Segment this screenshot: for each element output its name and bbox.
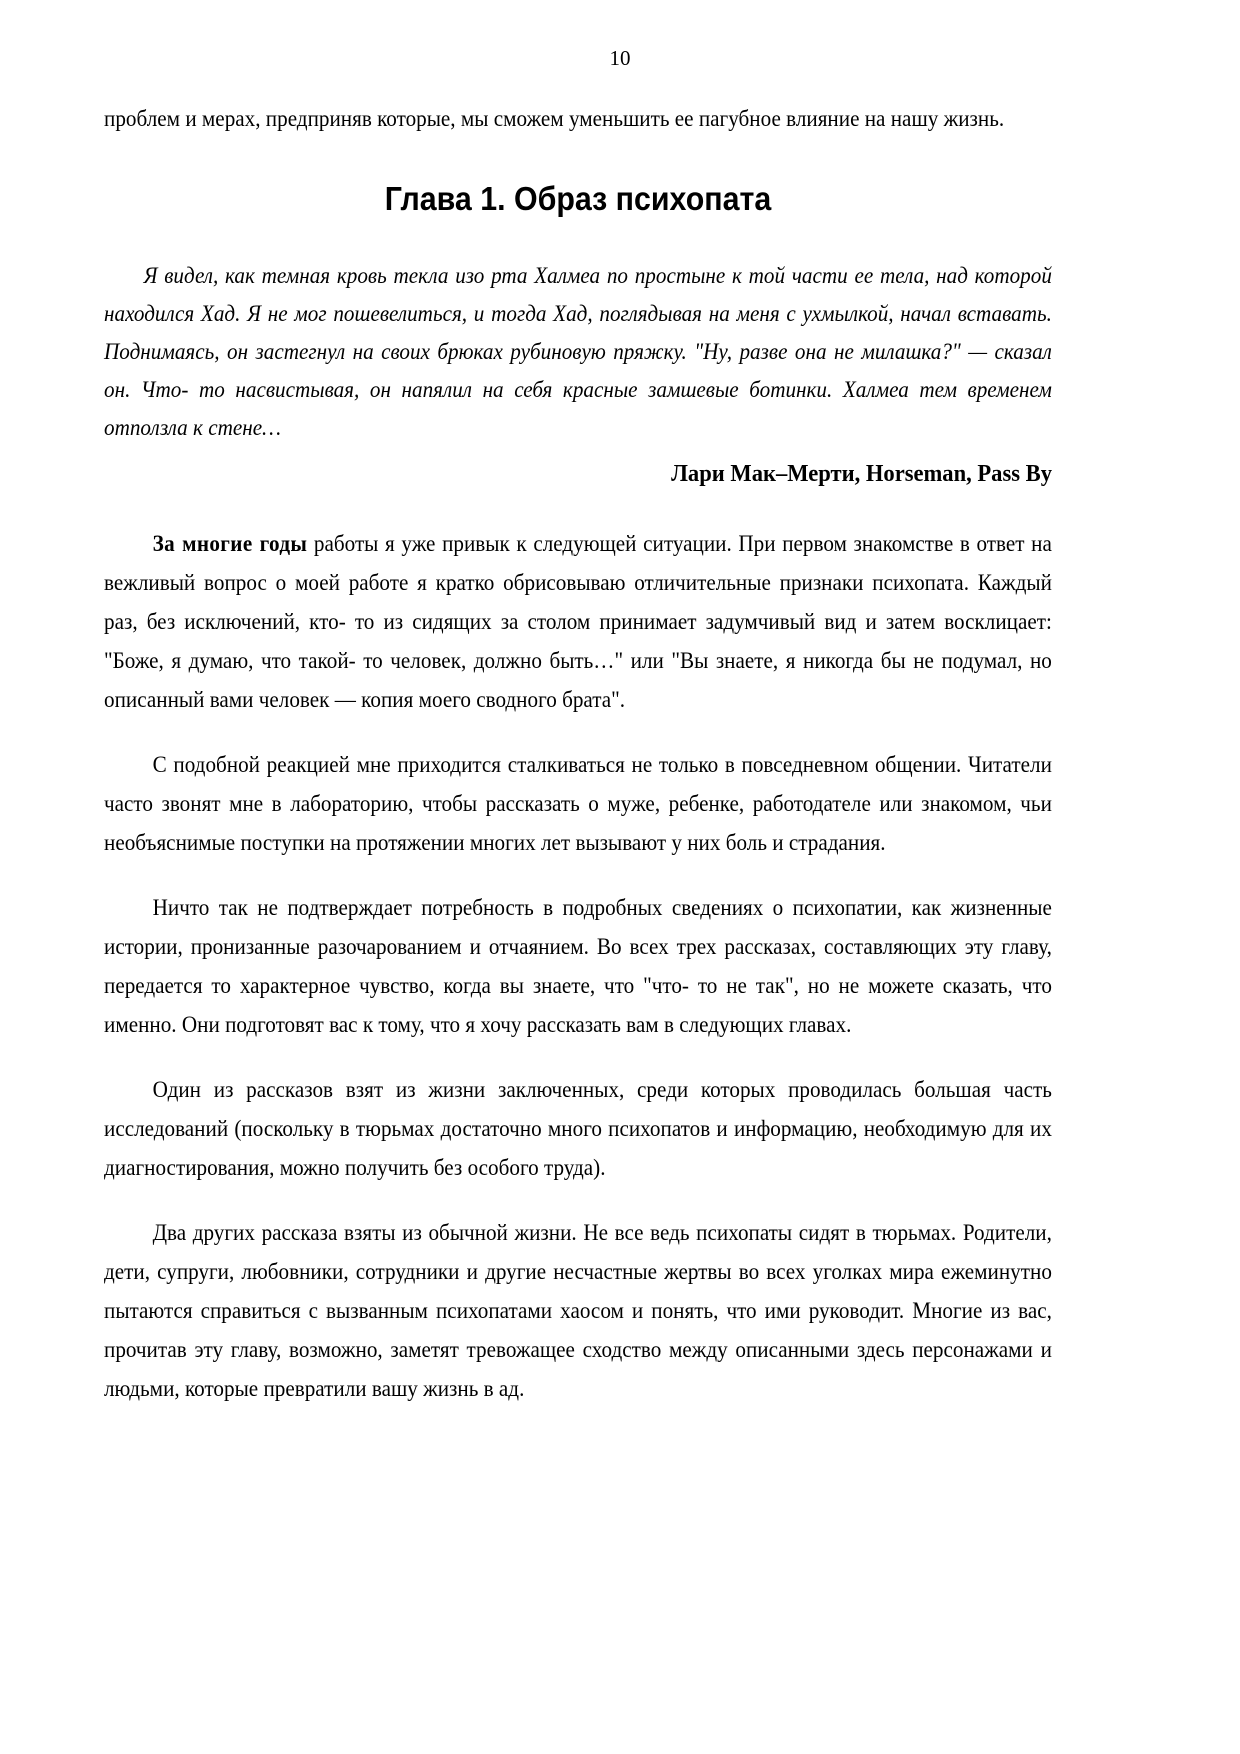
opening-paragraph: проблем и мерах, предприняв которые, мы сможем уменьшить ее пагубное влияние на нашу жизнь. [104,106,1005,132]
epigraph-text: Я видел, как темная кровь текла изо рта Халмеа по простыне к той части ее тела, над которой находился Хад. Я не мог пошевелиться, и тогда Хад, поглядывая на меня с ухмылкой, начал вставать. Поднимаясь, он застегнул на своих брюках рубиновую пряжку. "Ну, разве она не милашка?" — сказал он. Что‑ то насвистывая, он напялил на себя красные замшевые ботинки. Халмеа тем временем отползла к стене… [104,262,1052,441]
page-number: 10 [609,46,631,70]
body-text [104,525,1052,1409]
paragraph-1-rest: работы я уже привык к следующей ситуации. При первом знакомстве в ответ на вежливый вопрос о моей работе я кратко обрисовываю отличительные признаки психопата. Каждый раз, без исключений, кто‑ то из сидящих за столом принимает задумчивый вид и затем восклицает: "Боже, я думаю, что такой‑ то человек, должно быть…" или "Вы знаете, я никогда бы не подумал, но описанный вами человек — копия моего сводного брата". [104,530,1052,713]
body-paragraph-5: Два других рассказа взяты из обычной жизни. Не все ведь психопаты сидят в тюрьмах. Родители, дети, супруги, любовники, сотрудники и другие несчастные жертвы во всех уголках мира ежеминутно пытаются справиться с вызванным психопатами хаосом и понять, что ими руководит. Многие из вас, прочитав эту главу, возможно, заметят тревожащее сходство между описанными здесь персонажами и людьми, которые превратили вашу жизнь в ад. [104,1219,1052,1402]
paragraph-lead-in: За многие годы [152,530,308,557]
page-content [104,100,1052,1409]
chapter-heading: Глава 1. Образ психопата [384,180,772,217]
body-paragraph-4: Один из рассказов взят из жизни заключенных, среди которых проводилась большая часть исследований (поскольку в тюрьмах достаточно много психопатов и информацию, необходимую для их диагностирования, можно получить без особого труда). [104,1076,1052,1181]
body-paragraph-3: Ничто так не подтверждает потребность в подробных сведениях о психопатии, как жизненные истории, пронизанные разочарованием и отчаянием. Во всех трех рассказах, составляющих эту главу, передается то характерное чувство, когда вы знаете, что "что‑ то не так", но не можете сказать, что именно. Они подготовят вас к тому, что я хочу рассказать вам в следующих главах. [104,894,1052,1038]
body-paragraph-2: С подобной реакцией мне приходится сталкиваться не только в повседневном общении. Читатели часто звонят мне в лабораторию, чтобы рассказать о муже, ребенке, работодателе или знакомом, чьи необъяснимые поступки на протяжении многих лет вызывают у них боль и страдания. [104,751,1052,856]
body-paragraph-1 [104,525,1052,720]
epigraph-source: Лари Мак–Мерти, Horseman, Pass By [671,460,1052,487]
